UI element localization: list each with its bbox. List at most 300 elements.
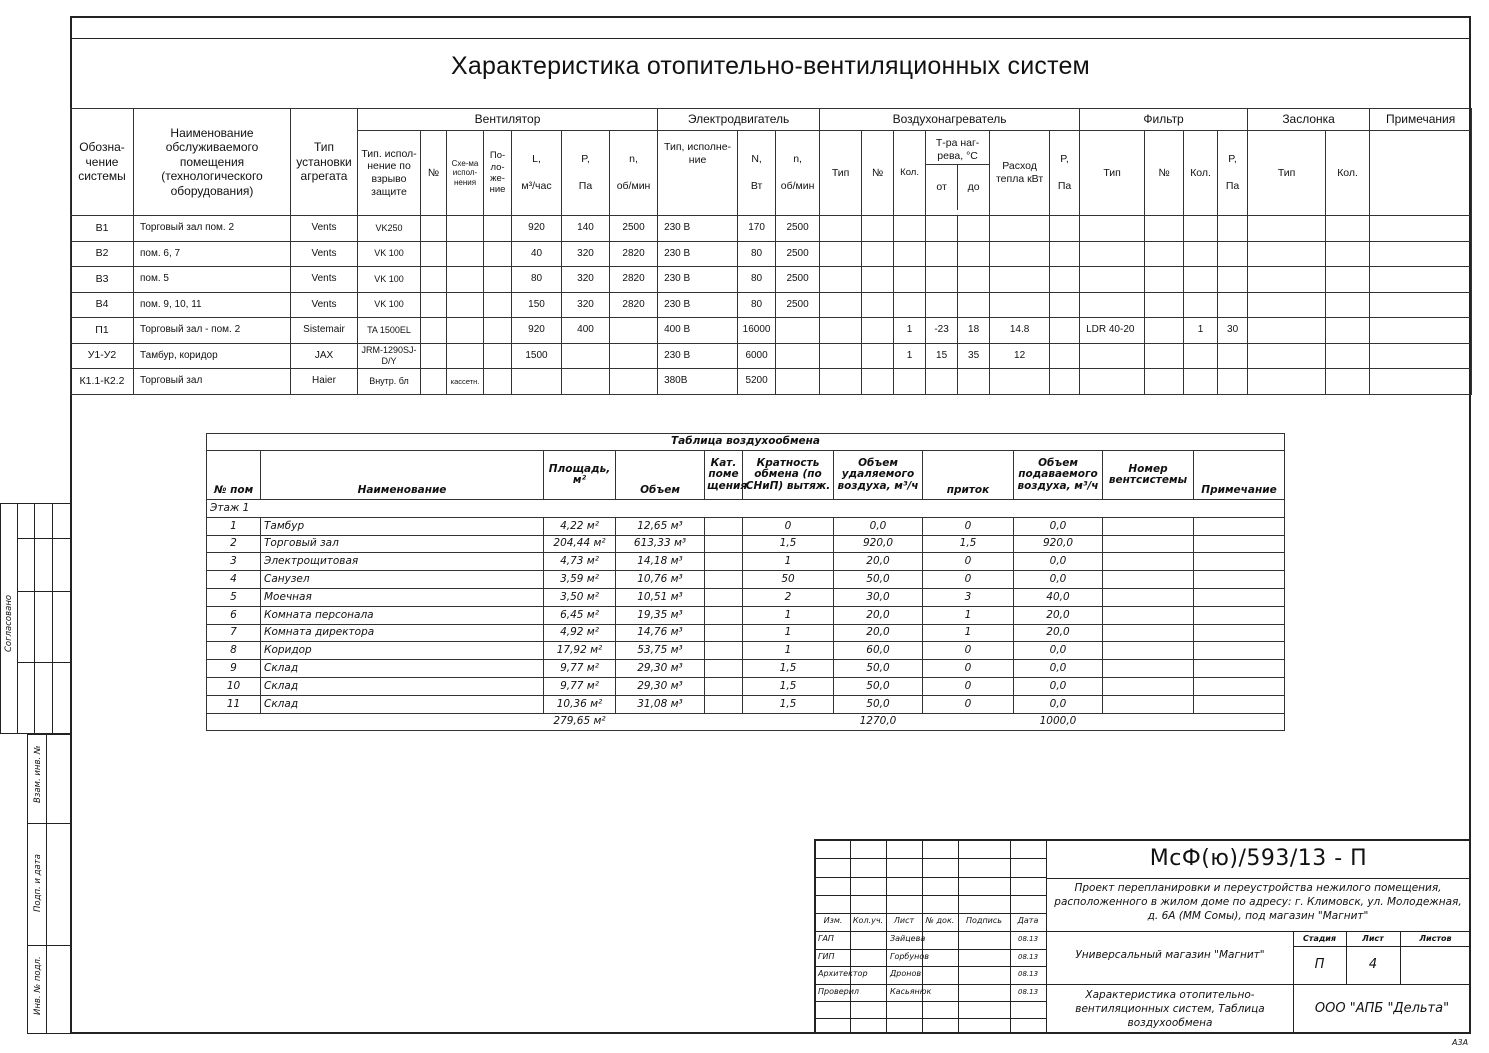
char-cell-ht (820, 216, 862, 242)
tb-date: 08.13 (1018, 970, 1039, 978)
header-fan-L: L, м³/час (512, 131, 562, 216)
air-cell-name: Комната персонала (261, 606, 544, 624)
air-cell-exh: 30,0 (834, 588, 923, 606)
air-cell-sys (1103, 588, 1194, 606)
char-cell-fan_type: Внутр. бл (358, 369, 421, 395)
char-cell-pos (484, 292, 512, 318)
char-cell-f_qty (1184, 369, 1218, 395)
air-cell-cat (705, 677, 743, 695)
tb-h7 (816, 966, 1046, 967)
char-cell-mn: 2500 (776, 267, 820, 293)
air-cell-area: 9,77 м² (544, 677, 616, 695)
char-cell-L: 920 (512, 318, 562, 344)
header-unit-type: Тип установки агрегата (291, 109, 358, 216)
char-cell-hn (862, 343, 894, 369)
air-cell-no: 4 (207, 571, 261, 589)
tb-v5 (1010, 841, 1011, 1034)
air-cell-note (1194, 606, 1285, 624)
air-cell-exh: 20,0 (834, 624, 923, 642)
char-cell-P (562, 369, 610, 395)
title-block (814, 839, 1471, 1034)
header-filter-no: № (1145, 131, 1184, 216)
char-cell-mn: 2500 (776, 216, 820, 242)
air-cell-sup: 0,0 (1014, 695, 1103, 713)
tb-h4 (816, 913, 1046, 914)
air-cell-exh: 920,0 (834, 535, 923, 553)
air-row (207, 571, 1285, 589)
tb-v4 (958, 841, 959, 1034)
air-header-rate: Кратность обмена (по СНиП) вытяж. (743, 451, 834, 500)
header-fan-scheme: Схе-ма испол-нения (447, 131, 484, 216)
air-total-spacer4 (1103, 713, 1285, 731)
margin-sign-date: Подп. и дата (33, 854, 43, 912)
char-cell-L: 150 (512, 292, 562, 318)
air-header-system: Номер вентсистемы (1103, 451, 1194, 500)
char-cell-L: 1500 (512, 343, 562, 369)
char-cell-fn (1145, 343, 1184, 369)
char-cell-fn (1145, 292, 1184, 318)
char-row (71, 216, 1472, 242)
air-cell-sup_rate: 0 (923, 571, 1014, 589)
air-cell-exh: 50,0 (834, 695, 923, 713)
char-cell-motor: 230 В (658, 343, 738, 369)
char-cell-f_qty (1184, 216, 1218, 242)
header-motor-type: Тип, исполне-ние (658, 131, 738, 216)
char-cell-no (421, 241, 447, 267)
tb-date: 08.13 (1018, 935, 1039, 943)
char-cell-dt (1248, 241, 1326, 267)
air-cell-name: Моечная (261, 588, 544, 606)
char-cell-mn (776, 343, 820, 369)
char-cell-dt (1248, 292, 1326, 318)
sheet-title: Характеристика отопительно-вентиляционных систем, Таблица воздухообмена (1075, 989, 1265, 1030)
air-cell-vol: 613,33 м³ (616, 535, 705, 553)
air-cell-rate: 1 (743, 624, 834, 642)
char-cell-hp (1050, 369, 1080, 395)
char-cell-mn: 2500 (776, 241, 820, 267)
char-cell-room: пом. 9, 10, 11 (134, 292, 291, 318)
char-cell-t_to (958, 216, 990, 242)
char-cell-dt (1248, 318, 1326, 344)
char-cell-motor: 230 В (658, 267, 738, 293)
char-cell-f_type (1080, 292, 1145, 318)
header-fan-pos: По-ло-же-ние (484, 131, 512, 216)
char-cell-h_qty (894, 216, 926, 242)
air-cell-note (1194, 624, 1285, 642)
air-exchange-table (206, 433, 1285, 731)
air-cell-rate: 1 (743, 553, 834, 571)
air-cell-vol: 31,08 м³ (616, 695, 705, 713)
air-cell-sys (1103, 677, 1194, 695)
air-cell-exh: 20,0 (834, 606, 923, 624)
char-cell-f_P (1218, 343, 1248, 369)
air-cell-area: 10,36 м² (544, 695, 616, 713)
header-fan-n: n, об/мин (610, 131, 658, 216)
char-cell-scheme (447, 267, 484, 293)
air-cell-area: 3,59 м² (544, 571, 616, 589)
group-motor: Электродвигатель (658, 109, 820, 131)
char-cell-fan_type: VK 100 (358, 267, 421, 293)
air-total-spacer3 (923, 713, 1014, 731)
char-cell-f_P: 30 (1218, 318, 1248, 344)
char-cell-t_from (926, 241, 958, 267)
air-row (207, 624, 1285, 642)
char-cell-t_to: 35 (958, 343, 990, 369)
char-cell-hp (1050, 292, 1080, 318)
char-cell-n (610, 318, 658, 344)
char-cell-room: пом. 6, 7 (134, 241, 291, 267)
char-cell-P: 320 (562, 267, 610, 293)
tb-role: Архитектор (818, 969, 868, 978)
char-cell-fan_type: VK250 (358, 216, 421, 242)
air-cell-sup: 0,0 (1014, 571, 1103, 589)
air-header-exhaust: Объем удаляемого воздуха, м³/ч (834, 451, 923, 500)
char-cell-t_from (926, 369, 958, 395)
char-cell-L: 80 (512, 267, 562, 293)
air-cell-vol: 14,18 м³ (616, 553, 705, 571)
margin-line-1 (17, 538, 71, 539)
char-cell-ht (820, 241, 862, 267)
air-cell-cat (705, 588, 743, 606)
tb-col-header: Изм. (823, 916, 843, 925)
air-cell-note (1194, 553, 1285, 571)
tb-role: ГАП (818, 934, 834, 943)
margin-inv-line-2 (27, 945, 71, 946)
char-cell-h_qty (894, 241, 926, 267)
air-cell-rate: 1,5 (743, 695, 834, 713)
air-cell-sys (1103, 660, 1194, 678)
air-cell-no: 1 (207, 517, 261, 535)
char-cell-t_from (926, 267, 958, 293)
char-cell-heat (990, 369, 1050, 395)
char-cell-no (421, 318, 447, 344)
air-cell-cat (705, 571, 743, 589)
char-cell-scheme (447, 216, 484, 242)
air-cell-no: 8 (207, 642, 261, 660)
margin-inv-vzam: Взам. инв. № (33, 745, 43, 803)
char-cell-unit: Vents (291, 216, 358, 242)
char-cell-N: 80 (738, 267, 776, 293)
char-cell-fn (1145, 241, 1184, 267)
tb-date: 08.13 (1018, 988, 1039, 996)
air-total-area: 279,65 м² (544, 713, 616, 731)
header-damper-qty: Кол. (1326, 131, 1370, 216)
air-cell-sup_rate: 1 (923, 606, 1014, 624)
tb-person-name: Зайцева (890, 934, 926, 943)
air-cell-rate: 1,5 (743, 660, 834, 678)
char-cell-h_qty (894, 369, 926, 395)
header-heater-P: P, Па (1050, 131, 1080, 216)
header-heater-temp: Т-ра наг-рева, °С от до (926, 131, 990, 216)
char-cell-f_P (1218, 292, 1248, 318)
char-cell-motor: 400 В (658, 318, 738, 344)
margin-line-3 (17, 662, 71, 663)
air-cell-name: Торговый зал (261, 535, 544, 553)
char-cell-ht (820, 292, 862, 318)
header-fan-type: Тип. испол-нение по взрыво защите (358, 131, 421, 216)
char-cell-room: Торговый зал (134, 369, 291, 395)
char-cell-P (562, 343, 610, 369)
char-cell-f_type (1080, 369, 1145, 395)
air-cell-rate: 0 (743, 517, 834, 535)
char-cell-t_to (958, 267, 990, 293)
air-row (207, 535, 1285, 553)
tb-v1 (850, 841, 851, 1034)
air-cell-note (1194, 517, 1285, 535)
header-fan-P: P, Па (562, 131, 610, 216)
char-cell-ht (820, 369, 862, 395)
tb-col-header: Лист (893, 916, 915, 925)
air-cell-sup: 0,0 (1014, 553, 1103, 571)
char-cell-n: 2820 (610, 241, 658, 267)
char-row (71, 292, 1472, 318)
air-row (207, 517, 1285, 535)
air-total-spacer2 (616, 713, 834, 731)
char-cell-nt (1370, 343, 1472, 369)
char-cell-heat (990, 292, 1050, 318)
tb-h5 (816, 931, 1046, 932)
char-cell-no (421, 292, 447, 318)
char-cell-pos (484, 241, 512, 267)
char-cell-f_qty (1184, 241, 1218, 267)
char-cell-fn (1145, 216, 1184, 242)
char-cell-n (610, 369, 658, 395)
tb-v2 (886, 841, 887, 1034)
air-cell-no: 9 (207, 660, 261, 678)
air-cell-sup: 0,0 (1014, 677, 1103, 695)
air-cell-area: 17,92 м² (544, 642, 616, 660)
char-cell-h_qty: 1 (894, 318, 926, 344)
char-cell-hn (862, 241, 894, 267)
char-cell-dq (1326, 267, 1370, 293)
air-cell-sys (1103, 553, 1194, 571)
tb-h8 (816, 984, 1046, 985)
char-cell-unit: Sistemair (291, 318, 358, 344)
air-cell-name: Санузел (261, 571, 544, 589)
air-cell-vol: 53,75 м³ (616, 642, 705, 660)
char-cell-scheme (447, 318, 484, 344)
air-cell-cat (705, 624, 743, 642)
air-cell-sup_rate: 0 (923, 517, 1014, 535)
char-cell-t_to (958, 369, 990, 395)
char-cell-hp (1050, 343, 1080, 369)
char-cell-t_to: 18 (958, 318, 990, 344)
air-cell-sup: 40,0 (1014, 588, 1103, 606)
sheets-label: Листов (1419, 934, 1452, 943)
air-cell-cat (705, 642, 743, 660)
air-row (207, 660, 1285, 678)
air-cell-sup: 920,0 (1014, 535, 1103, 553)
char-cell-f_P (1218, 241, 1248, 267)
air-cell-area: 204,44 м² (544, 535, 616, 553)
char-cell-fan_type: VK 100 (358, 292, 421, 318)
char-cell-ht (820, 267, 862, 293)
char-cell-mn: 2500 (776, 292, 820, 318)
char-cell-t_from: 15 (926, 343, 958, 369)
header-heater-type: Тип (820, 131, 862, 216)
air-cell-no: 6 (207, 606, 261, 624)
air-cell-name: Тамбур (261, 517, 544, 535)
air-cell-area: 3,50 м² (544, 588, 616, 606)
group-heater: Воздухонагреватель (820, 109, 1080, 131)
margin-inv-line-1 (27, 823, 71, 824)
air-cell-exh: 50,0 (834, 677, 923, 695)
tb-r-h4 (1293, 946, 1471, 947)
char-cell-L: 920 (512, 216, 562, 242)
char-cell-no (421, 343, 447, 369)
char-cell-nt (1370, 292, 1472, 318)
tb-role: Проверил (818, 987, 860, 996)
air-cell-sup_rate: 0 (923, 553, 1014, 571)
char-cell-heat (990, 216, 1050, 242)
air-cell-sup: 0,0 (1014, 660, 1103, 678)
char-cell-t_from: -23 (926, 318, 958, 344)
char-cell-f_type (1080, 267, 1145, 293)
tb-h6 (816, 949, 1046, 950)
tb-h10 (816, 1018, 1046, 1019)
tb-col-header: Дата (1017, 916, 1039, 925)
air-cell-exh: 50,0 (834, 660, 923, 678)
air-cell-note (1194, 588, 1285, 606)
air-cell-rate: 50 (743, 571, 834, 589)
char-cell-unit: Vents (291, 292, 358, 318)
air-table-caption: Таблица воздухообмена (207, 434, 1285, 451)
char-cell-heat: 14.8 (990, 318, 1050, 344)
tb-r-h1 (1046, 878, 1471, 879)
air-cell-rate: 1 (743, 642, 834, 660)
char-cell-hn (862, 369, 894, 395)
air-cell-vol: 12,65 м³ (616, 517, 705, 535)
company-name: ООО "АПБ "Дельта" (1314, 1001, 1450, 1016)
air-cell-area: 6,45 м² (544, 606, 616, 624)
tb-h3 (816, 895, 1046, 896)
tb-h2 (816, 877, 1046, 878)
char-cell-nt (1370, 216, 1472, 242)
air-cell-sys (1103, 517, 1194, 535)
sheet-format: А3А (1452, 1038, 1469, 1047)
header-fan-no: № (421, 131, 447, 216)
margin-agreed-label: Согласовано (4, 594, 14, 652)
tb-col-header: № док. (925, 916, 955, 925)
air-cell-sup: 0,0 (1014, 642, 1103, 660)
char-cell-pos (484, 216, 512, 242)
air-cell-vol: 29,30 м³ (616, 677, 705, 695)
tb-date: 08.13 (1018, 953, 1039, 961)
char-cell-f_P (1218, 369, 1248, 395)
air-cell-name: Коридор (261, 642, 544, 660)
margin-line-2 (17, 591, 71, 592)
air-cell-area: 4,92 м² (544, 624, 616, 642)
header-filter-qty: Кол. (1184, 131, 1218, 216)
air-cell-note (1194, 535, 1285, 553)
air-cell-sys (1103, 695, 1194, 713)
air-cell-sup_rate: 0 (923, 660, 1014, 678)
char-cell-h_qty (894, 292, 926, 318)
air-row (207, 553, 1285, 571)
char-row (71, 318, 1472, 344)
group-fan: Вентилятор (358, 109, 658, 131)
air-cell-cat (705, 695, 743, 713)
char-cell-motor: 230 В (658, 292, 738, 318)
char-cell-L: 40 (512, 241, 562, 267)
air-cell-name: Склад (261, 660, 544, 678)
char-cell-hn (862, 267, 894, 293)
char-cell-f_type (1080, 343, 1145, 369)
char-cell-t_from (926, 292, 958, 318)
air-cell-sup: 20,0 (1014, 624, 1103, 642)
char-cell-N: 5200 (738, 369, 776, 395)
char-cell-fan_type: TA 1500EL (358, 318, 421, 344)
char-cell-no (421, 267, 447, 293)
char-cell-heat (990, 267, 1050, 293)
margin-inv-divider (46, 734, 47, 1034)
air-cell-note (1194, 642, 1285, 660)
header-motor-n: n, об/мин (776, 131, 820, 216)
tb-person-name: Горбунов (890, 952, 929, 961)
air-totals-row (207, 713, 1285, 731)
air-row (207, 606, 1285, 624)
char-cell-sys: В3 (71, 267, 134, 293)
char-cell-N: 170 (738, 216, 776, 242)
char-cell-ht (820, 343, 862, 369)
char-cell-dq (1326, 318, 1370, 344)
char-cell-P: 400 (562, 318, 610, 344)
air-cell-exh: 0,0 (834, 517, 923, 535)
air-cell-sup: 20,0 (1014, 606, 1103, 624)
char-cell-n: 2500 (610, 216, 658, 242)
char-cell-room: Торговый зал пом. 2 (134, 216, 291, 242)
char-cell-t_from (926, 216, 958, 242)
air-cell-vol: 29,30 м³ (616, 660, 705, 678)
group-damper: Заслонка (1248, 109, 1370, 131)
air-cell-sup_rate: 1 (923, 624, 1014, 642)
air-row (207, 677, 1285, 695)
char-cell-dt (1248, 267, 1326, 293)
char-cell-f_qty (1184, 267, 1218, 293)
air-header-cat: Кат. поме щения (705, 451, 743, 500)
air-cell-rate: 2 (743, 588, 834, 606)
air-cell-cat (705, 660, 743, 678)
char-row (71, 241, 1472, 267)
char-row (71, 267, 1472, 293)
char-cell-nt (1370, 267, 1472, 293)
header-heater-no: № (862, 131, 894, 216)
air-cell-no: 5 (207, 588, 261, 606)
header-damper-type: Тип (1248, 131, 1326, 216)
char-cell-f_type: LDR 40-20 (1080, 318, 1145, 344)
margin-inv-orig: Инв. № подл. (33, 956, 43, 1015)
air-cell-note (1194, 695, 1285, 713)
air-cell-sys (1103, 606, 1194, 624)
char-cell-nt (1370, 241, 1472, 267)
air-cell-sup_rate: 0 (923, 642, 1014, 660)
char-cell-P: 140 (562, 216, 610, 242)
char-cell-N: 6000 (738, 343, 776, 369)
char-cell-dq (1326, 292, 1370, 318)
header-motor-N: N, Вт (738, 131, 776, 216)
char-cell-no (421, 369, 447, 395)
char-cell-dt (1248, 369, 1326, 395)
char-cell-N: 80 (738, 292, 776, 318)
char-cell-f_qty (1184, 292, 1218, 318)
char-cell-sys: В4 (71, 292, 134, 318)
air-row (207, 695, 1285, 713)
char-cell-hp (1050, 241, 1080, 267)
air-cell-sup_rate: 1,5 (923, 535, 1014, 553)
char-cell-motor: 230 В (658, 216, 738, 242)
char-cell-ht (820, 318, 862, 344)
air-cell-area: 4,73 м² (544, 553, 616, 571)
